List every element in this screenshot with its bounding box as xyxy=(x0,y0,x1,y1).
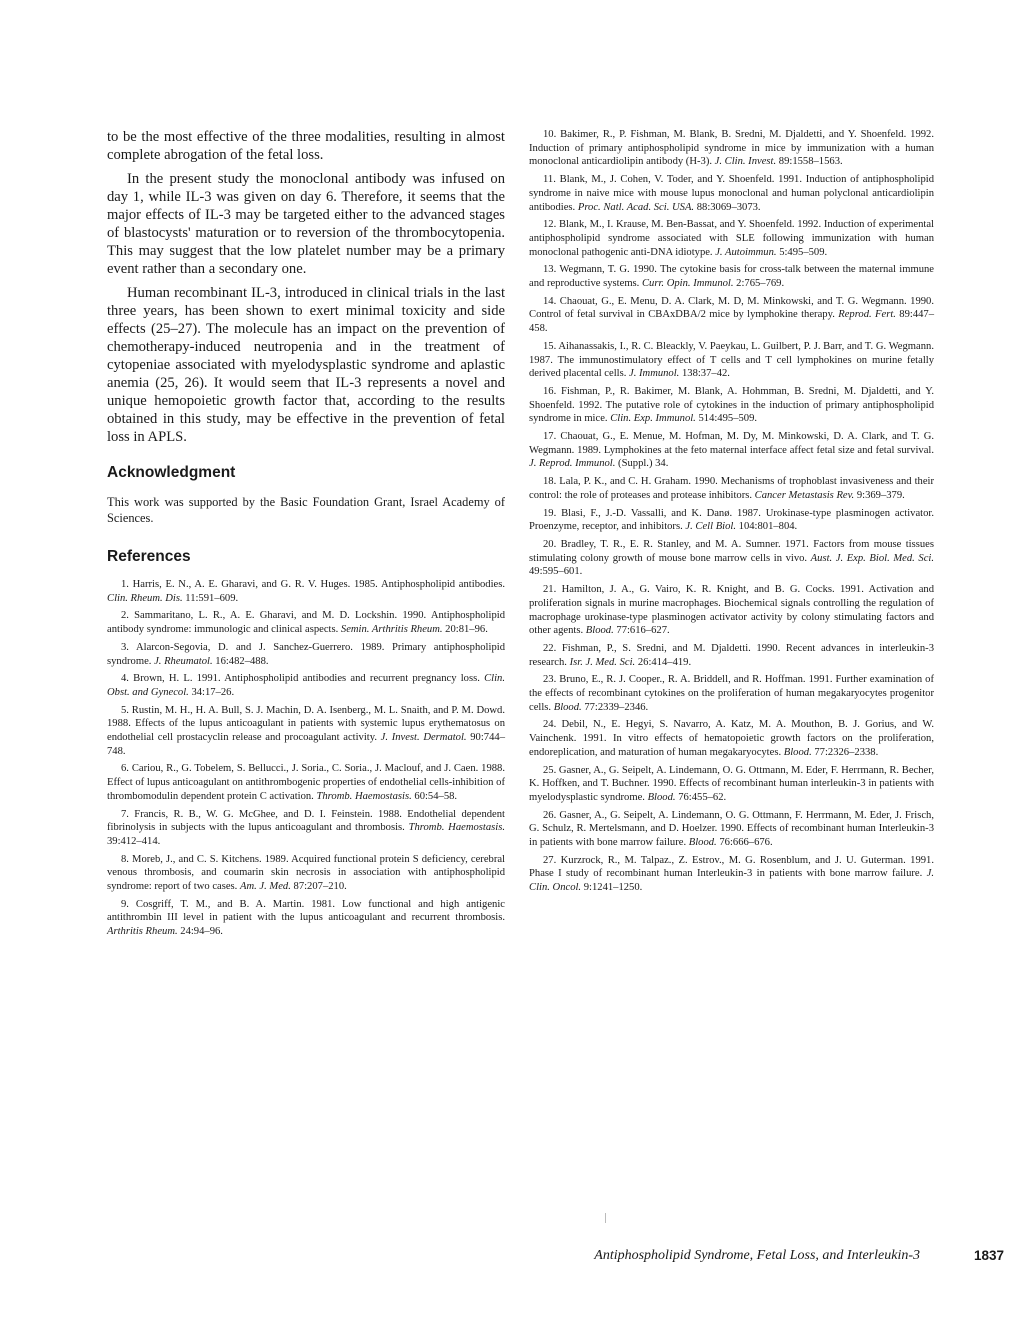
acknowledgment-text: This work was supported by the Basic Foundation Grant, Israel Academy of Sciences. xyxy=(107,495,505,525)
reference-item: 21. Hamilton, J. A., G. Vairo, K. R. Knight, and B. G. Cocks. 1991. Activation and proliferation signals in murine macrophages. Biochemical signals controlling the regulation of macrophage urokinase-type plasminogen activator activity by colony stimulating factors and other agents. Blood. 77:616–627. xyxy=(529,584,934,637)
right-column xyxy=(529,128,934,899)
references-list-left xyxy=(107,578,505,939)
acknowledgment-heading: Acknowledgment xyxy=(107,464,236,481)
reference-item: 18. Lala, P. K., and C. H. Graham. 1990. Mechanisms of trophoblast invasiveness and their control: the role of proteases and protease inhibitors. Cancer Metastasis Rev. 9:369–379. xyxy=(529,476,934,501)
reference-item: 22. Fishman, P., S. Sredni, and M. Djaldetti. 1990. Recent advances in interleukin-3 research. Isr. J. Med. Sci. 26:414–419. xyxy=(529,642,934,668)
body-paragraph: In the present study the monoclonal antibody was infused on day 1, while IL-3 was given on day 6. Therefore, it seems that the major effects of IL-3 may be targeted either to the advanced stages of blastocysts' maturation or to reversion of the thrombocytopenia. This may suggest that the low platelet number may be a primary event rather than a secondary one. xyxy=(107,171,505,277)
body-paragraph: Human recombinant IL-3, introduced in clinical trials in the last three years, has been shown to exert minimal toxicity and side effects (25–27). The molecule has an impact on the prevention of chemotherapy-induced neutropenia and in the treatment of cytopeniae associated with myelodysplastic syndrome and aplastic anemia (25, 26). It would seem that IL-3 represents a novel and unique hemopoietic growth factor that, according to the results obtained in this study, may be effective in the prevention of fetal loss in APLS. xyxy=(107,285,505,445)
reference-item: 2. Sammaritano, L. R., A. E. Gharavi, and M. D. Lockshin. 1990. Antiphospholipid antibody syndrome: immunologic and clinical aspects. Semin. Arthritis Rheum. 20:81–96. xyxy=(107,610,505,636)
reference-item: 27. Kurzrock, R., M. Talpaz., Z. Estrov., M. G. Rosenblum, and J. U. Guterman. 1991. Phase I study of recombinant human Interleukin-3 in patients with bone marrow failure. J. Clin. Oncol. 9:1241–1250. xyxy=(529,854,934,894)
references-list-right xyxy=(529,128,934,895)
reference-item: 23. Bruno, E., R. J. Cooper., R. A. Briddell, and R. Hoffman. 1991. Further examination of the effects of recombinant cytokines on the proliferation of human megakaryocytes progenitor cells. Blood. 77:2339–2346. xyxy=(529,674,934,713)
reference-item: 3. Alarcon-Segovia, D. and J. Sanchez-Guerrero. 1989. Primary antiphospholipid syndrome. J. Rheumatol. 16:482–488. xyxy=(107,641,505,667)
reference-item: 26. Gasner, A., G. Seipelt, A. Lindemann, O. G. Ottmann, F. Herrmann, M. Eder, J. Frisch, G. Schulz, R. Mertelsmann, and D. Hoelzer. 1990. Effects of recombinant human Interleukin-3 in patients with bone marrow failure. Blood. 76:666–676. xyxy=(529,809,934,849)
reference-item: 17. Chaouat, G., E. Menue, M. Hofman, M. Dy, M. Minkowski, D. A. Clark, and T. G. Wegmann. 1989. Lymphokines at the feto maternal interface affect fetal size and fetal survival. J. Reprod. Immunol. (Suppl.) 34. xyxy=(529,431,934,470)
reference-item: 1. Harris, E. N., A. E. Gharavi, and G. R. V. Huges. 1985. Antiphospholipid antibodies. Clin. Rheum. Dis. 11:591–609. xyxy=(107,579,505,604)
reference-item: 11. Blank, M., J. Cohen, V. Toder, and Y. Shoenfeld. 1991. Induction of antiphospholipid syndrome in naive mice with mouse lupus monoclonal and human polyclonal anticardiolipin antibodies. Proc. Natl. Acad. Sci. USA. 88:3069–3073. xyxy=(529,174,934,213)
reference-item: 10. Bakimer, R., P. Fishman, M. Blank, B. Sredni, M. Djaldetti, and Y. Shoenfeld. 1992. Induction of primary antiphospholipid syndrome in mice by immunization with a human monoclonal anticardiolipin antibody (H-3). J. Clin. Invest. 89:1558–1563. xyxy=(529,129,934,168)
reference-item: 12. Blank, M., I. Krause, M. Ben-Bassat, and Y. Shoenfeld. 1992. Induction of experimental antiphospholipid syndrome associated with SLE following immunization with human monoclonal pathogenic anti-DNA idiotype. J. Autoimmun. 5:495–509. xyxy=(529,219,934,258)
reference-item: 15. Aihanassakis, I., R. C. Bleackly, V. Paeykau, L. Guilbert, P. J. Barr, and T. G. Wegmann. 1987. The immunostimulatory effect of T cells and T cell lymphokines on murine fetally derived placental cells. J. Immunol. 138:37–42. xyxy=(529,340,934,380)
reference-item: 25. Gasner, A., G. Seipelt, A. Lindemann, O. G. Ottmann, M. Eder, F. Herrmann, R. Becher, K. Hoffken, and T. Buchner. 1990. Effects of recombinant human interleukin-3 in patients with myelodysplastic syndrome. Blood. 76:455–62. xyxy=(529,764,934,803)
reference-item: 8. Moreb, J., and C. S. Kitchens. 1989. Acquired functional protein S deficiency, cerebral venous thrombosis, and coumarin skin necrosis in association with antiphospholipid syndrome: report of two cases. Am. J. Med. 87:207–210. xyxy=(107,853,505,893)
reference-item: 14. Chaouat, G., E. Menu, D. A. Clark, M. D, M. Minkowski, and T. G. Wegmann. 1990. Control of fetal survival in CBAxDBA/2 mice by lymphokine therapy. Reprod. Fert. 89:447–458. xyxy=(529,295,935,335)
reference-item: 5. Rustin, M. H., H. A. Bull, S. J. Machin, D. A. Isenberg., M. L. Snaith, and P. M. Dowd. 1988. Effects of the lupus anticoagulant in patients with systemic lupus erythematosus on endothelial cell prostacyclin release and procoagulant activity. J. Invest. Dermatol. 90:744–748. xyxy=(107,704,505,757)
reference-item: 20. Bradley, T. R., E. R. Stanley, and M. A. Sumner. 1971. Factors from mouse tissues stimulating colony growth of mouse bone marrow cells in vivo. Aust. J. Exp. Biol. Med. Sci. 49:595–601. xyxy=(529,538,934,578)
running-title: Antiphospholipid Syndrome, Fetal Loss, and Interleukin-3 xyxy=(594,1248,920,1263)
references-heading: References xyxy=(107,548,191,565)
reference-item: 4. Brown, H. L. 1991. Antiphospholipid antibodies and recurrent pregnancy loss. Clin. Obst. and Gynecol. 34:17–26. xyxy=(107,673,505,698)
reference-item: 6. Cariou, R., G. Tobelem, S. Bellucci., J. Soria., C. Soria., J. Maclouf, and J. Caen. 1988. Effect of lupus anticoagulant on antithrombogenic properties of endothelial cells-inhibition of thrombomodulin dependent protein C activation. Thromb. Haemostasis. 60:54–58. xyxy=(107,763,505,802)
reference-item: 16. Fishman, P., R. Bakimer, M. Blank, A. Hohmman, B. Sredni, M. Djaldetti, and Y. Shoenfeld. 1992. The putative role of cytokines in the induction of primary antiphospholipid syndrome in mice. Clin. Exp. Immunol. 514:495–509. xyxy=(529,385,934,425)
reference-item: 13. Wegmann, T. G. 1990. The cytokine basis for cross-talk between the maternal immune and reproductive systems. Curr. Opin. Immunol. 2:765–769. xyxy=(529,264,934,290)
reference-item: 9. Cosgriff, T. M., and B. A. Martin. 1981. Low functional and high antigenic antithrombin III level in patient with the lupus anticoagulant and recurrent thrombosis. Arthritis Rheum. 24:94–96. xyxy=(107,898,505,938)
reference-item: 24. Debil, N., E. Hegyi, S. Navarro, A. Katz, M. A. Mouthon, B. J. Gorius, and W. Vainchenk. 1991. In vitro effects of hematopoietic growth factors on the proliferation, endoreplication, and maturation of human megakaryocytes. Blood. 77:2326–2338. xyxy=(529,719,934,758)
reference-item: 19. Blasi, F., J.-D. Vassalli, and K. Danø. 1987. Urokinase-type plasminogen activator. Proenzyme, receptor, and inhibitors. J. Cell Biol. 104:801–804. xyxy=(529,507,934,533)
left-column xyxy=(107,128,505,943)
body-paragraph: to be the most effective of the three modalities, resulting in almost complete abrogation of the fetal loss. xyxy=(107,129,505,163)
page-number: 1837 xyxy=(973,1248,1004,1263)
page-footer xyxy=(0,1248,1020,1268)
scan-mark xyxy=(605,1213,606,1223)
reference-item: 7. Francis, R. B., W. G. McGhee, and D. I. Feinstein. 1988. Endothelial dependent fibrinolysis in subjects with the lupus anticoagulant and thrombosis. Thromb. Haemostasis. 39:412–414. xyxy=(107,808,505,847)
